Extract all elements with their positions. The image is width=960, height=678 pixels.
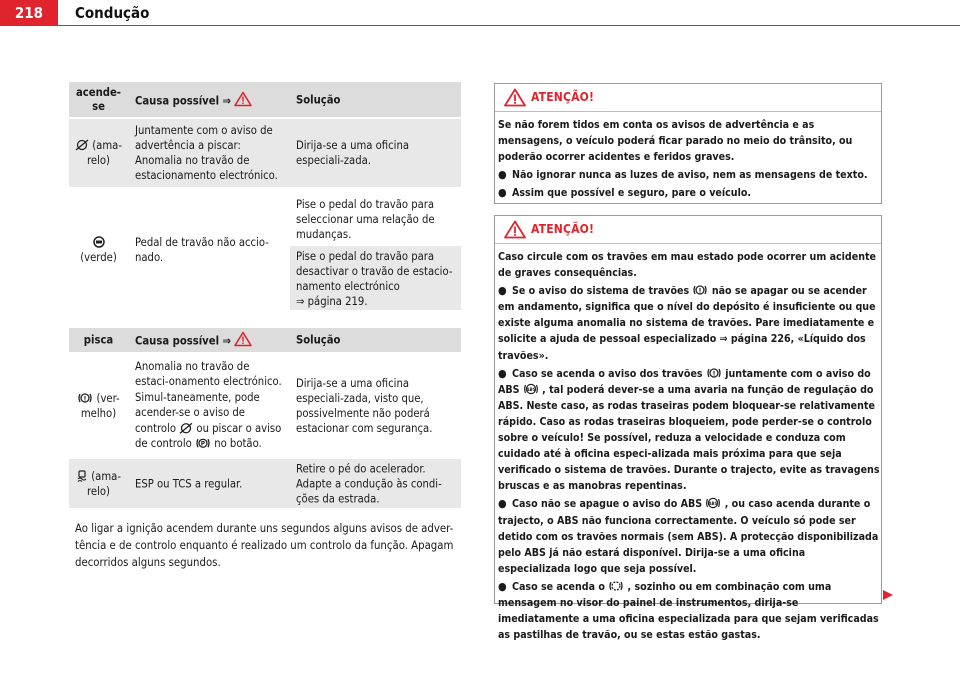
- indicator-color: (verde): [80, 250, 117, 264]
- header-solution: Solução: [296, 333, 341, 347]
- list-item: ● Se o aviso do sistema de travões ! não se apagar ou se acender em andamento, significa que o nível do depósito é insuficiente ou que existe alguma anomalia no sistema de travões. Pare imediatamente e solicite a ajuda de pessoal especializado ⇒ página 226, «Líquido dos travões».: [498, 284, 876, 362]
- body-paragraph: Ao ligar a ignição acendem durante uns segundos alguns avisos de adver-tência e de controlo enquanto é realizado um controlo da função. Apagam decorridos alguns segundos.: [75, 522, 454, 569]
- page-number: 218: [0, 0, 58, 26]
- cause-text: Pedal de travão não accio-nado.: [135, 235, 269, 264]
- abs-icon: [705, 497, 721, 509]
- svg-text:ABS: ABS: [526, 386, 536, 392]
- warning-triangle-icon: [504, 88, 526, 107]
- warning-title: ATENÇÃO!: [531, 90, 595, 104]
- table-header-row: [69, 328, 461, 352]
- brake-system-icon: [692, 284, 708, 296]
- header-flashing: pisca: [83, 333, 114, 347]
- table-header-row: [69, 82, 461, 117]
- page-header: [0, 0, 960, 32]
- svg-text:!: !: [712, 369, 716, 378]
- list-item: ● Caso não se apague o aviso do ABS ABS , ou caso acenda durante o trajecto, o ABS não funciona correctamente. O veículo só pode ser detido com os travões normais (sem ABS). A protecção disponibilizada pelo ABS já não estará disponível. Dirija-se a uma oficina especializada logo que seja possível.: [498, 497, 879, 575]
- svg-text:ABS: ABS: [708, 501, 719, 507]
- brake-pads-icon: [179, 422, 193, 434]
- indicator-color: (ama-relo): [87, 469, 121, 498]
- solution-text: Retire o pé do acelerador. Adapte a condução às condi-ções da estrada.: [296, 462, 442, 505]
- parking-brake-icon: [195, 438, 211, 450]
- solution-text: Pise o pedal do travão para desactivar o travão de estacio-namento electrónico ⇒ página 219.: [296, 250, 453, 308]
- warning-intro: Caso circule com os travões em mau estado pode ocorrer um acidente de graves consequências.: [498, 251, 877, 280]
- warning-triangle-icon: [504, 220, 526, 239]
- warning-triangle-icon: [234, 332, 252, 347]
- svg-text:!: !: [699, 286, 702, 295]
- header-cause: Causa possível ⇒: [135, 91, 285, 108]
- indicator-color: (ama-relo): [87, 139, 122, 167]
- solution-text: Dirija-se a uma oficina especiali-zada, visto que, possivelmente não poderá estacionar com segurança.: [296, 376, 433, 435]
- warning-intro: Se não forem tidos em conta os avisos de advertência e as mensagens, o veículo poderá ficar parado no meio do trânsito, ou poderão ocorrer acidentes e feridos graves.: [498, 119, 853, 164]
- list-item: ● Caso se acenda o aviso dos travões ! juntamente com o aviso do ABS ABS , tal poderá dever-se a uma avaria na função de regulação do ABS. Neste caso, as rodas traseiras podem bloquear-se relativamente rápido. Caso as rodas traseiras bloqueiem, pode perder-se o controlo sobre o veículo! Se possível, reduza a velocidade e conduza com cuidado até à oficina especi-alizada mais próxima para que seja verificado o sistema de travões. Durante o trajecto, evite as travagens bruscas e as manobras repentinas.: [498, 366, 880, 493]
- header-solution: Solução: [296, 93, 341, 106]
- list-item: ● Assim que possível e seguro, pare o veículo.: [498, 186, 752, 200]
- table-row: [69, 189, 461, 310]
- svg-text:P: P: [200, 441, 206, 449]
- page-title: Condução: [75, 4, 150, 22]
- brake-warning-icon: [77, 392, 93, 404]
- next-page-arrow-icon: [882, 589, 894, 601]
- table-row: [69, 354, 461, 457]
- solution-text: Dirija-se a uma oficina especiali-zada.: [296, 139, 410, 167]
- warning-title: ATENÇÃO!: [531, 222, 595, 236]
- solution-text: Pise o pedal do travão para seleccionar uma relação de mudanças.: [296, 198, 435, 241]
- header-lights-on: acende-se: [76, 85, 121, 113]
- warning-box: [494, 83, 882, 204]
- abs-icon: [523, 383, 539, 395]
- brake-pads-icon: [75, 139, 89, 151]
- header-rule: [0, 25, 960, 26]
- warning-lights-table-on: [69, 82, 461, 310]
- brake-pedal-icon: [92, 236, 106, 248]
- list-item: ● Não ignorar nunca as luzes de aviso, nem as mensagens de texto.: [498, 168, 868, 182]
- brake-system-icon: [706, 367, 722, 379]
- brake-pad-wear-icon: [608, 580, 624, 592]
- svg-text:!: !: [83, 393, 87, 402]
- warning-lights-table-flashing: [69, 328, 461, 508]
- esp-icon: [76, 470, 88, 482]
- cause-text: Juntamente com o aviso de advertência a piscar: Anomalia no travão de estacionamento electrónico.: [135, 124, 278, 182]
- indicator-color: (ver-melho): [80, 391, 120, 420]
- table-row: [69, 119, 461, 187]
- warning-triangle-icon: [234, 91, 252, 106]
- header-cause: Causa possível ⇒: [135, 332, 285, 349]
- warning-box: [494, 215, 882, 642]
- cause-text: Anomalia no travão de estaci-onamento electrónico. Simul-taneamente, pode acender-se o aviso de controlo ou piscar o aviso de controlo P no botão.: [135, 359, 282, 451]
- cause-text: ESP ou TCS a regular.: [135, 477, 243, 490]
- table-row: [69, 459, 461, 508]
- list-item: ● Caso se acenda o , sozinho ou em combinação com uma mensagem no visor do painel de instrumentos, dirija-se imediatamente a uma oficina especializada para que sejam verificadas as pastilhas de travão, ou se estas estão gastas.: [498, 579, 879, 642]
